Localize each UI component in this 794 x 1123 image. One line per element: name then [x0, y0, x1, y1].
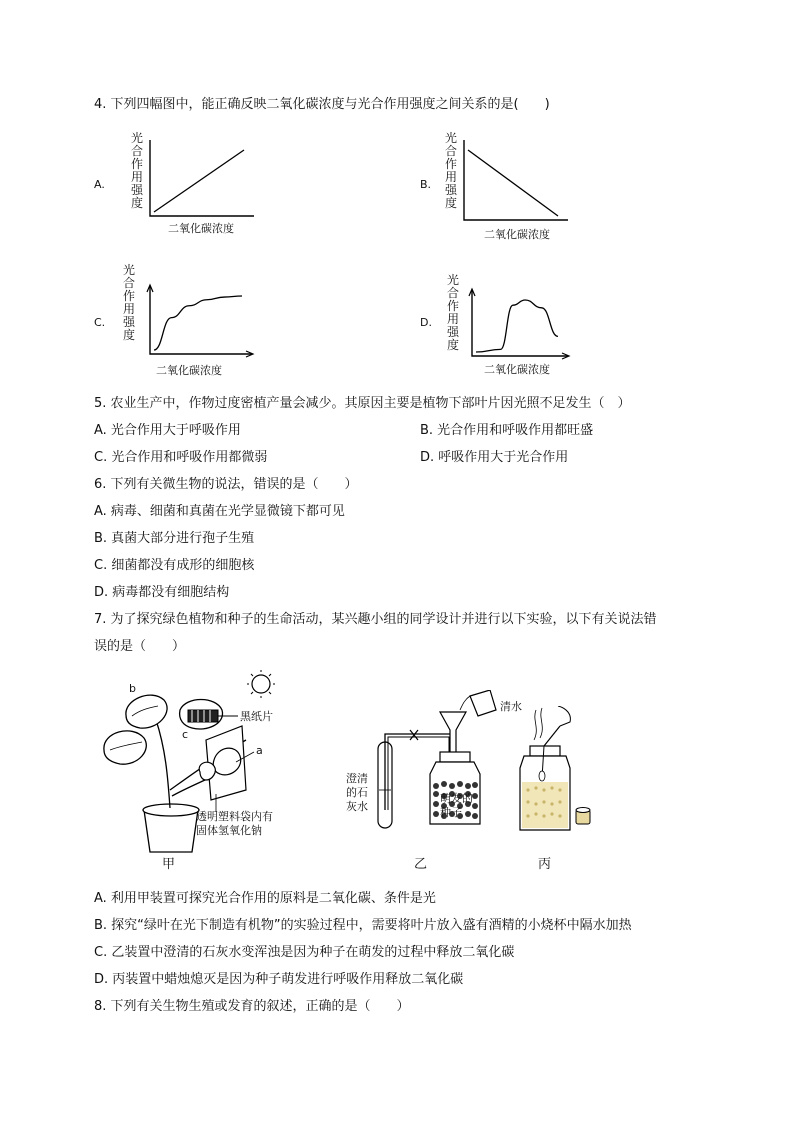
q7-option-a[interactable]: A. 利用甲装置可探究光合作用的原料是二氧化碳、条件是光 — [94, 891, 436, 906]
figure-jia — [96, 670, 306, 880]
q4-chart-a[interactable] — [128, 130, 258, 240]
q4-chart-b[interactable] — [444, 130, 574, 245]
label-lime-1: 澄清 — [346, 772, 368, 785]
jar-candle-illustration — [476, 706, 596, 836]
q6-stem: 6. 下列有关微生物的说法，错误的是（ ） — [94, 477, 358, 492]
series-line — [154, 150, 244, 212]
q5-option-c[interactable]: C. 光合作用和呼吸作用都微弱 — [94, 450, 268, 465]
chart-a-xlabel: 二氧化碳浓度 — [168, 222, 234, 235]
label-seed-2: 种子 — [440, 806, 462, 819]
label-b: b — [129, 682, 136, 695]
q6-option-a[interactable]: A. 病毒、细菌和真菌在光学显微镜下都可见 — [94, 504, 345, 519]
series-line — [468, 150, 558, 216]
label-seed-1: 萌发的 — [440, 792, 473, 805]
plant-illustration — [96, 670, 306, 880]
chart-b-plot — [444, 130, 574, 225]
q5-option-d[interactable]: D. 呼吸作用大于光合作用 — [420, 450, 569, 465]
label-a: a — [256, 744, 263, 757]
q7-stem-line2: 误的是（ ） — [94, 639, 186, 654]
q5-option-a[interactable]: A. 光合作用大于呼吸作用 — [94, 423, 241, 438]
q6-option-d[interactable]: D. 病毒都没有细胞结构 — [94, 585, 230, 600]
chart-a-plot — [128, 130, 258, 220]
q6-option-c[interactable]: C. 细菌都没有成形的细胞核 — [94, 558, 255, 573]
chart-a-ylabel: 光 合 作 用 强 度 — [130, 131, 143, 210]
chart-c-ylabel: 光 合 作 用 强 度 — [122, 263, 135, 342]
chart-axes — [472, 290, 568, 356]
q4-option-a-letter: A. — [94, 178, 105, 191]
chart-d-ylabel: 光 合 作 用 强 度 — [446, 273, 459, 352]
chart-b-ylabel: 光 合 作 用 强 度 — [444, 131, 457, 210]
series-line — [154, 296, 242, 350]
label-bag-line1: 透明塑料袋内有 — [196, 810, 273, 823]
q4-chart-d[interactable] — [446, 272, 576, 380]
q4-option-d-letter: D. — [420, 316, 432, 329]
q4-option-b-letter: B. — [420, 178, 432, 191]
q4-stem: 4. 下列四幅图中，能正确反映二氧化碳浓度与光合作用强度之间关系的是( ) — [94, 97, 550, 112]
q6-option-b[interactable]: B. 真菌大部分进行孢子生殖 — [94, 531, 255, 546]
series-line — [476, 300, 558, 352]
label-water: 清水 — [500, 700, 522, 713]
q7-option-d[interactable]: D. 丙装置中蜡烛熄灭是因为种子萌发进行呼吸作用释放二氧化碳 — [94, 972, 464, 987]
chart-d-xlabel: 二氧化碳浓度 — [484, 363, 550, 376]
q7-option-b[interactable]: B. 探究“绿叶在光下制造有机物”的实验过程中，需要将叶片放入盛有酒精的小烧杯中隔水加热 — [94, 918, 632, 933]
label-bag-line2: 固体氢氧化钠 — [196, 824, 262, 837]
q5-stem: 5. 农业生产中，作物过度密植产量会减少。其原因主要是植物下部叶片因光照不足发生（ ） — [94, 396, 631, 411]
label-jia: 甲 — [162, 857, 176, 872]
chart-c-xlabel: 二氧化碳浓度 — [156, 364, 222, 377]
chart-c-plot — [122, 262, 252, 362]
label-black-paper: 黑纸片 — [240, 710, 273, 723]
q4-chart-c[interactable] — [122, 262, 252, 380]
label-c: c — [182, 728, 189, 741]
figure-bing — [440, 706, 596, 876]
chart-axes — [464, 140, 568, 220]
label-lime-2: 的石 — [346, 786, 368, 799]
label-yi: 乙 — [414, 857, 428, 872]
q7-option-c[interactable]: C. 乙装置中澄清的石灰水变浑浊是因为种子在萌发的过程中释放二氧化碳 — [94, 945, 515, 960]
chart-b-xlabel: 二氧化碳浓度 — [484, 228, 550, 241]
label-bing: 丙 — [538, 857, 552, 872]
q4-option-c-letter: C. — [94, 316, 106, 329]
q8-stem: 8. 下列有关生物生殖或发育的叙述，正确的是（ ） — [94, 999, 410, 1014]
q7-stem-line1: 7. 为了探究绿色植物和种子的生命活动，某兴趣小组的同学设计并进行以下实验，以下有关说法错 — [94, 612, 657, 627]
label-lime-3: 灰水 — [346, 800, 368, 813]
chart-d-plot — [446, 272, 576, 362]
q5-option-b[interactable]: B. 光合作用和呼吸作用都旺盛 — [420, 423, 594, 438]
